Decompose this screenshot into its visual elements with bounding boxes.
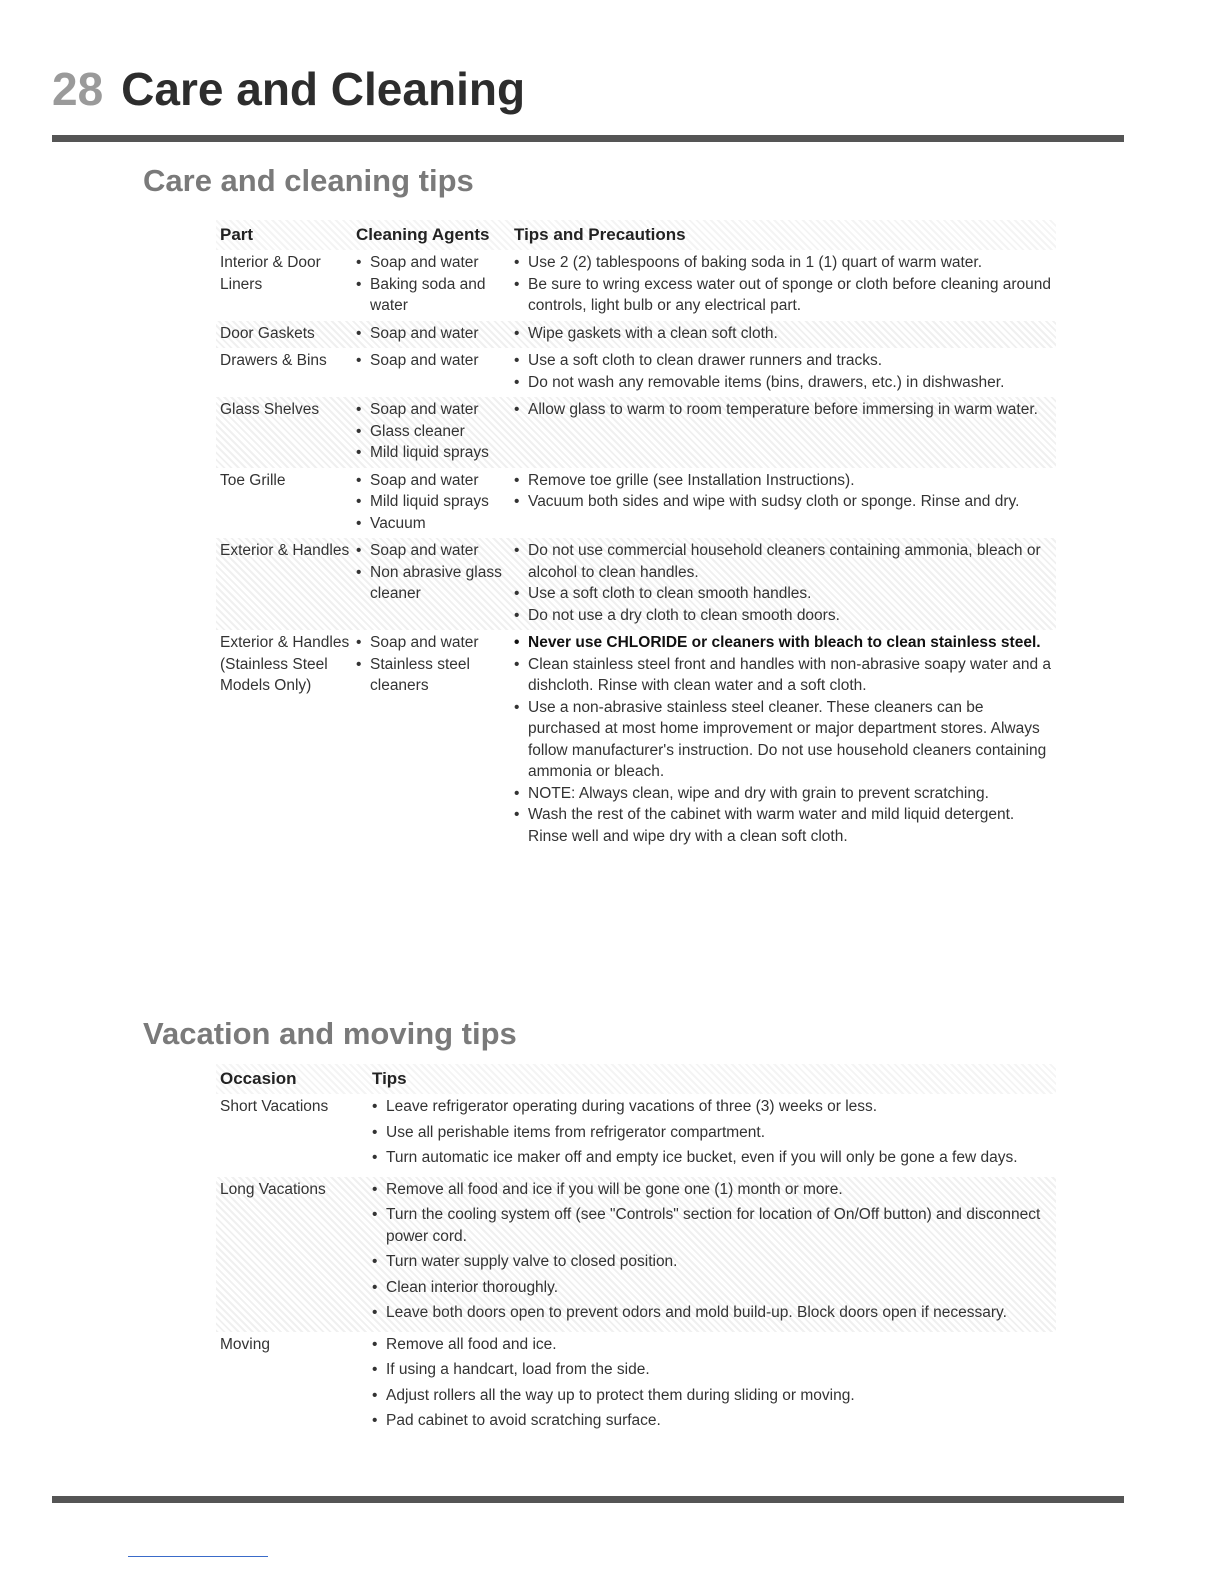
page-number: 28 bbox=[52, 63, 104, 115]
vacation-tips-list bbox=[372, 1096, 1056, 1169]
agent-item: • Soap and water bbox=[356, 632, 514, 654]
footer-divider bbox=[52, 1496, 1124, 1503]
agents-cell bbox=[356, 350, 514, 393]
page-header bbox=[52, 62, 525, 116]
agent-item: • Soap and water bbox=[356, 323, 514, 345]
agents-cell bbox=[356, 470, 514, 535]
table-row bbox=[216, 1332, 1056, 1440]
tip-item: • Turn water supply valve to closed position. bbox=[372, 1251, 1056, 1273]
table-row bbox=[216, 397, 1056, 468]
tip-item: • Wash the rest of the cabinet with warm water and mild liquid detergent. Rinse well and wipe dry with a clean soft cloth. bbox=[514, 804, 1056, 847]
tip-item: • Allow glass to warm to room temperature before immersing in warm water. bbox=[514, 399, 1056, 421]
agents-list bbox=[356, 323, 514, 345]
agent-item: • Vacuum bbox=[356, 513, 514, 535]
tips-list bbox=[514, 399, 1056, 421]
header-agents: Cleaning Agents bbox=[356, 225, 490, 244]
tips-list bbox=[514, 323, 1056, 345]
tip-item: • Use all perishable items from refrigerator compartment. bbox=[372, 1122, 1056, 1144]
part-cell: Exterior & Handles bbox=[220, 542, 350, 559]
tip-item: • Use a non-abrasive stainless steel cleaner. These cleaners can be purchased at most home improvement or major department stores. Always follow manufacturer's instruction. Do not use household cleaners containing ammonia or bleach. bbox=[514, 697, 1056, 783]
tip-item: • Be sure to wring excess water out of sponge or cloth before cleaning around controls, light bulb or any electrical part. bbox=[514, 274, 1056, 317]
agent-item: • Mild liquid sprays bbox=[356, 442, 514, 464]
occasion-cell: Moving bbox=[220, 1335, 270, 1353]
tip-item: • Turn automatic ice maker off and empty ice bucket, even if you will only be gone a few days. bbox=[372, 1147, 1056, 1169]
table-row bbox=[216, 321, 1056, 349]
vacation-tips-list bbox=[372, 1334, 1056, 1432]
table-row bbox=[216, 1094, 1056, 1177]
agents-list bbox=[356, 470, 514, 535]
agents-cell bbox=[356, 252, 514, 317]
tips-list bbox=[514, 350, 1056, 393]
care-section-title: Care and cleaning tips bbox=[143, 163, 474, 198]
agents-list bbox=[356, 399, 514, 464]
part-cell: Interior & Door Liners bbox=[220, 254, 321, 293]
table-row bbox=[216, 1177, 1056, 1332]
tip-item: • If using a handcart, load from the side. bbox=[372, 1359, 1056, 1381]
vacation-table-header bbox=[216, 1064, 1056, 1094]
tip-item: • Vacuum both sides and wipe with sudsy cloth or sponge. Rinse and dry. bbox=[514, 491, 1056, 513]
agent-item: • Mild liquid sprays bbox=[356, 491, 514, 513]
header-occasion: Occasion bbox=[220, 1069, 297, 1088]
agent-item: • Baking soda and water bbox=[356, 274, 514, 317]
part-cell: Exterior & Handles (Stainless Steel Models Only) bbox=[220, 634, 350, 694]
tips-cell bbox=[514, 540, 1056, 626]
tip-item: • Clean stainless steel front and handles with non-abrasive soapy water and a dishcloth. Rinse with clean water and a soft cloth. bbox=[514, 654, 1056, 697]
table-row bbox=[216, 630, 1056, 851]
tip-item: • NOTE: Always clean, wipe and dry with grain to prevent scratching. bbox=[514, 783, 1056, 805]
vacation-tips-list bbox=[372, 1179, 1056, 1324]
agent-item: • Soap and water bbox=[356, 540, 514, 562]
vacation-tips-cell bbox=[372, 1179, 1056, 1328]
agent-item: • Soap and water bbox=[356, 470, 514, 492]
tips-cell bbox=[514, 470, 1056, 535]
tip-item: • Pad cabinet to avoid scratching surface. bbox=[372, 1410, 1056, 1432]
vacation-section-title: Vacation and moving tips bbox=[143, 1016, 517, 1051]
agents-cell bbox=[356, 399, 514, 464]
tip-item: • Turn the cooling system off (see "Controls" section for location of On/Off button) and disconnect power cord. bbox=[372, 1204, 1056, 1247]
tip-item: • Remove toe grille (see Installation Instructions). bbox=[514, 470, 1056, 492]
tips-list bbox=[514, 470, 1056, 513]
care-table bbox=[216, 220, 1056, 851]
vacation-tips-cell bbox=[372, 1096, 1056, 1173]
tip-item: • Do not use commercial household cleaners containing ammonia, bleach or alcohol to clean handles. bbox=[514, 540, 1056, 583]
agents-cell bbox=[356, 323, 514, 345]
footer-link-underline bbox=[128, 1556, 268, 1557]
occasion-cell: Short Vacations bbox=[220, 1098, 329, 1115]
part-cell: Door Gaskets bbox=[220, 324, 315, 342]
part-cell: Toe Grille bbox=[220, 471, 286, 489]
tip-item: • Use a soft cloth to clean smooth handles. bbox=[514, 583, 1056, 605]
tip-item: • Do not wash any removable items (bins, drawers, etc.) in dishwasher. bbox=[514, 372, 1056, 394]
agents-list bbox=[356, 350, 514, 372]
tip-item: • Remove all food and ice if you will be gone one (1) month or more. bbox=[372, 1179, 1056, 1201]
part-cell: Glass Shelves bbox=[220, 401, 320, 418]
page-title: Care and Cleaning bbox=[121, 63, 526, 115]
header-divider bbox=[52, 135, 1124, 142]
tips-cell bbox=[514, 252, 1056, 317]
vacation-table bbox=[216, 1064, 1056, 1440]
agent-item: • Stainless steel cleaners bbox=[356, 654, 514, 697]
tip-item: • Leave both doors open to prevent odors and mold build-up. Block doors open if necessary. bbox=[372, 1302, 1056, 1324]
tip-item: • Remove all food and ice. bbox=[372, 1334, 1056, 1356]
tips-cell bbox=[514, 632, 1056, 847]
agent-item: • Soap and water bbox=[356, 252, 514, 274]
table-row bbox=[216, 250, 1056, 321]
tip-item: • Clean interior thoroughly. bbox=[372, 1277, 1056, 1299]
header-part: Part bbox=[220, 225, 254, 244]
agent-item: • Soap and water bbox=[356, 399, 514, 421]
agent-item: • Glass cleaner bbox=[356, 421, 514, 443]
header-tips: Tips and Precautions bbox=[514, 225, 686, 244]
tips-cell bbox=[514, 350, 1056, 393]
occasion-cell: Long Vacations bbox=[220, 1180, 326, 1198]
tip-item: • Use 2 (2) tablespoons of baking soda in 1 (1) quart of warm water. bbox=[514, 252, 1056, 274]
agents-list bbox=[356, 632, 514, 697]
tips-list bbox=[514, 632, 1056, 847]
agents-cell bbox=[356, 632, 514, 847]
table-row bbox=[216, 538, 1056, 630]
tip-item: • Use a soft cloth to clean drawer runners and tracks. bbox=[514, 350, 1056, 372]
tips-cell bbox=[514, 399, 1056, 464]
care-table-header bbox=[216, 220, 1056, 250]
table-row bbox=[216, 348, 1056, 397]
tips-list bbox=[514, 540, 1056, 626]
tip-item: • Adjust rollers all the way up to protect them during sliding or moving. bbox=[372, 1385, 1056, 1407]
vacation-tips-cell bbox=[372, 1334, 1056, 1436]
tips-cell bbox=[514, 323, 1056, 345]
agents-list bbox=[356, 252, 514, 317]
tip-item: • Do not use a dry cloth to clean smooth doors. bbox=[514, 605, 1056, 627]
agent-item: • Non abrasive glass cleaner bbox=[356, 562, 514, 605]
tip-item: • Wipe gaskets with a clean soft cloth. bbox=[514, 323, 1056, 345]
warning-item: • Never use CHLORIDE or cleaners with bleach to clean stainless steel. bbox=[514, 632, 1056, 654]
header-vacation-tips: Tips bbox=[372, 1069, 407, 1088]
tip-item: • Leave refrigerator operating during vacations of three (3) weeks or less. bbox=[372, 1096, 1056, 1118]
agent-item: • Soap and water bbox=[356, 350, 514, 372]
agents-list bbox=[356, 540, 514, 605]
agents-cell bbox=[356, 540, 514, 626]
tips-list bbox=[514, 252, 1056, 317]
part-cell: Drawers & Bins bbox=[220, 352, 327, 369]
table-row bbox=[216, 468, 1056, 539]
